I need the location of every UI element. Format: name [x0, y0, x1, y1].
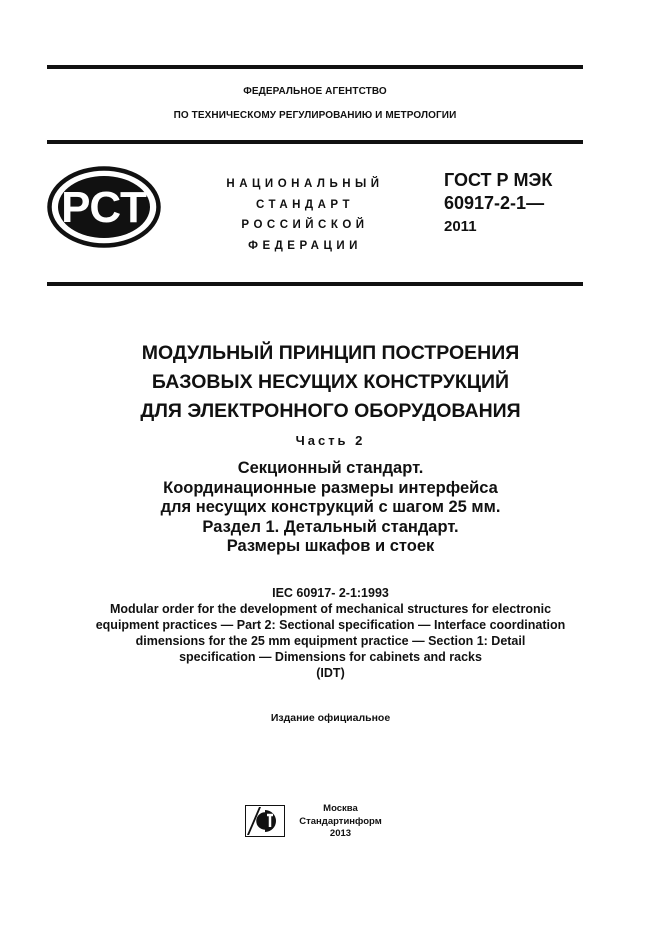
standard-number-line-1: ГОСТ Р МЭК: [444, 170, 553, 190]
iec-line-4: dimensions for the 25 mm equipment practice — Section 1: Detail: [135, 634, 526, 648]
subtitle-line-4: Раздел 1. Детальный стандарт.: [202, 517, 459, 536]
subtitle-line-2: Координационные размеры интерфейса: [163, 478, 498, 497]
part-label: Часть 2: [295, 433, 366, 448]
title-line-1: МОДУЛЬНЫЙ ПРИНЦИП ПОСТРОЕНИЯ: [141, 342, 520, 364]
agency-line-2: ПО ТЕХНИЧЕСКОМУ РЕГУЛИРОВАНИЮ И МЕТРОЛОГИИ: [173, 110, 457, 121]
iec-line-5: specification — Dimensions for cabinets and racks: [179, 650, 482, 664]
iec-line-1: IEC 60917- 2-1:1993: [272, 586, 389, 600]
title-rule: [47, 282, 583, 286]
title-line-2: БАЗОВЫХ НЕСУЩИХ КОНСТРУКЦИЙ: [151, 371, 510, 393]
publisher-name: Стандартинформ: [299, 815, 382, 827]
publisher-city: Москва: [323, 803, 358, 814]
subtitle-line-5: Размеры шкафов и стоек: [226, 537, 435, 555]
iec-line-6: (IDT): [316, 666, 345, 680]
title-line-3: ДЛЯ ЭЛЕКТРОННОГО ОБОРУДОВАНИЯ: [140, 400, 521, 422]
top-rule: [47, 65, 583, 69]
edition-label: Издание официальное: [270, 712, 391, 724]
publisher-logo: [245, 805, 285, 837]
agency-line-1: ФЕДЕРАЛЬНОЕ АГЕНТСТВО: [243, 86, 387, 97]
publisher-year: 2013: [329, 828, 352, 839]
publisher-block: [293, 803, 388, 841]
standard-number: [444, 169, 552, 238]
document-title: [47, 339, 614, 426]
standard-number-year: 2011: [444, 218, 477, 235]
iec-line-3: equipment practices — Part 2: Sectional specification — Interface coordination: [95, 618, 566, 632]
subtitle-line-1: Секционный стандарт.: [237, 459, 424, 477]
national-standard-block: [205, 174, 405, 256]
iec-reference: [20, 585, 641, 681]
header-rule: [47, 140, 583, 144]
standard-number-line-2: 60917-2-1—: [444, 193, 545, 213]
document-subtitle: [47, 459, 614, 557]
subtitle-line-3: для несущих конструкций с шагом 25 мм.: [160, 498, 501, 516]
gost-r-logo: [47, 166, 161, 248]
national-line-1: НАЦИОНАЛЬНЫЙ: [226, 178, 384, 190]
national-line-4: ФЕДЕРАЦИИ: [248, 239, 362, 252]
gost-r-logo-text: РСТ: [61, 183, 147, 232]
iec-line-2: Modular order for the development of mechanical structures for electronic: [109, 602, 552, 616]
national-line-3: РОССИЙСКОЙ: [241, 219, 369, 231]
national-line-2: СТАНДАРТ: [256, 198, 354, 211]
